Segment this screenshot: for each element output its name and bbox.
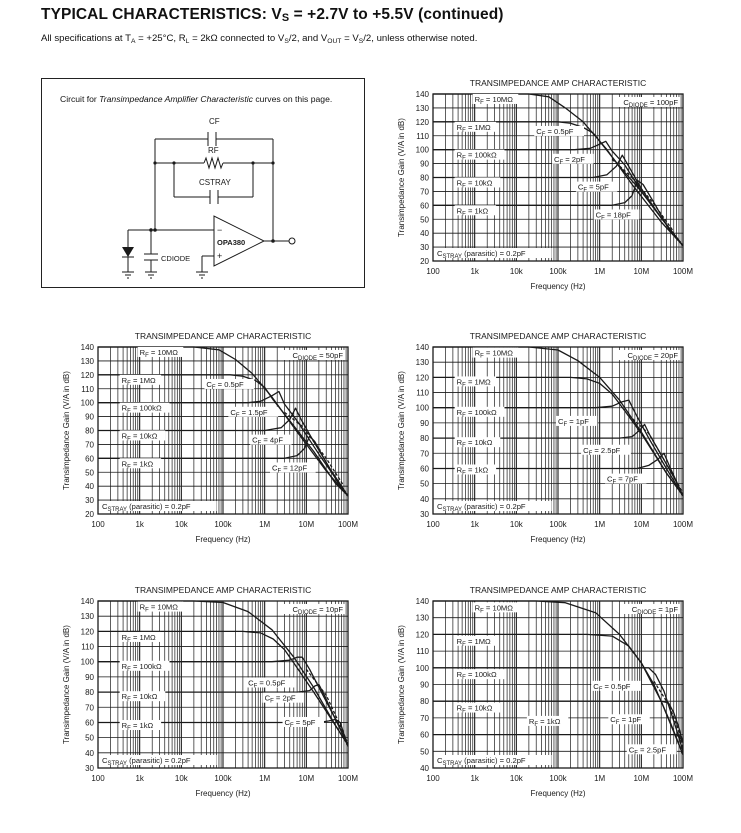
y-tick-label: 110 [81, 384, 94, 394]
x-tick-label: 1k [470, 520, 479, 529]
annotation-label: $C_F = 12pF$ [272, 463, 308, 475]
circuit-schematic [42, 79, 364, 287]
y-tick-label: 130 [80, 356, 94, 366]
y-tick-label: 120 [415, 373, 429, 383]
x-tick-label: 100k [214, 520, 232, 529]
y-tick-label: 20 [85, 510, 94, 519]
y-tick-label: 140 [415, 90, 429, 99]
y-axis-title: Transimpedance Gain (V/A in dB) [62, 625, 71, 744]
x-tick-label: 10M [298, 774, 315, 783]
x-tick-label: 1k [135, 520, 144, 529]
y-tick-label: 100 [415, 663, 429, 673]
x-tick-label: 100 [426, 267, 440, 276]
stray-label: $C_{STRAY}$ (parasitic) = 0.2pF [102, 756, 191, 767]
y-tick-label: 30 [420, 510, 429, 519]
chart-title: TRANSIMPEDANCE AMP CHARACTERISTIC [134, 585, 312, 595]
annotation-label: $C_F = 5pF$ [577, 182, 609, 194]
annotation-label: $R_F = 1k\Omega$ [121, 459, 154, 471]
stray-label: $C_{STRAY}$ (parasitic) = 0.2pF [437, 756, 526, 767]
y-axis-title: Transimpedance Gain (V/A in dB) [62, 371, 71, 490]
cdiode-label: CDIODE [161, 254, 191, 263]
x-axis-title: Frequency (Hz) [530, 535, 586, 544]
y-tick-label: 20 [420, 257, 429, 266]
y-tick-label: 140 [80, 343, 94, 352]
y-tick-label: 40 [85, 748, 94, 758]
y-tick-label: 60 [85, 718, 94, 728]
y-axis-title: Transimpedance Gain (V/A in dB) [397, 625, 406, 744]
annotation-label: $R_F = 10k\Omega$ [456, 703, 493, 715]
y-tick-label: 70 [420, 187, 429, 197]
y-tick-label: 140 [80, 597, 94, 606]
annotation-label: $R_F = 10M\Omega$ [474, 348, 513, 360]
x-tick-label: 100M [337, 520, 359, 529]
x-tick-label: 100 [426, 520, 440, 529]
x-tick-label: 100M [672, 520, 694, 529]
annotation-label: $R_F = 100k\Omega$ [456, 150, 497, 162]
y-tick-label: 90 [85, 412, 94, 422]
x-tick-label: 100k [549, 520, 567, 529]
x-tick-label: 1M [259, 774, 271, 783]
stray-label: $C_{STRAY}$ (parasitic) = 0.2pF [102, 502, 191, 513]
annotation-label: $C_F = 4pF$ [252, 435, 284, 447]
annotation-label: $C_F = 0.5pF$ [206, 379, 244, 391]
annotation-label: $C_F = 2.5pF$ [628, 745, 667, 757]
y-tick-label: 40 [420, 229, 429, 239]
y-tick-label: 70 [85, 703, 94, 713]
annotation-label: $C_F = 5pF$ [284, 717, 316, 729]
annotation-label: $R_F = 1M\Omega$ [456, 122, 491, 134]
y-tick-label: 130 [415, 358, 429, 368]
annotation-label: $C_F = 1.5pF$ [230, 407, 268, 419]
annotation-label: $C_F = 18pF$ [595, 210, 631, 222]
annotation-label: $C_F = 2.5pF$ [583, 445, 621, 457]
y-tick-label: 50 [420, 479, 429, 489]
x-tick-label: 100 [91, 774, 105, 783]
annotation-label: $R_F = 100k\Omega$ [121, 661, 162, 673]
annotation-label: $C_F = 2pF$ [264, 693, 296, 705]
annotation-label: $R_F = 100k\Omega$ [456, 670, 497, 682]
annotation-label: $R_F = 10M\Omega$ [139, 347, 178, 359]
annotation-label: $R_F = 100k\Omega$ [121, 403, 162, 415]
y-tick-label: 100 [80, 657, 94, 667]
annotation-label: $R_F = 10k\Omega$ [121, 692, 158, 704]
noise-gain-limit-curve [285, 412, 345, 486]
y-tick-label: 110 [81, 642, 94, 652]
x-axis-title: Frequency (Hz) [530, 282, 586, 291]
y-tick-label: 40 [420, 764, 429, 773]
transimpedance-chart-cdiode-1pf [390, 581, 702, 805]
annotation-label: $R_F = 10M\Omega$ [474, 603, 513, 615]
x-tick-label: 1M [259, 520, 271, 529]
y-tick-label: 80 [420, 697, 429, 707]
annotation-label: $R_F = 1M\Omega$ [121, 375, 156, 387]
x-tick-label: 1M [594, 520, 606, 529]
x-tick-label: 1M [594, 267, 606, 276]
y-tick-label: 130 [415, 613, 429, 623]
transimpedance-chart-cdiode-100pf [390, 74, 702, 298]
y-axis-title: Transimpedance Gain (V/A in dB) [397, 118, 406, 237]
x-tick-label: 10M [633, 267, 650, 276]
y-tick-label: 60 [420, 464, 429, 474]
transimpedance-chart-cdiode-10pf [55, 581, 367, 805]
x-tick-label: 1M [594, 774, 606, 783]
annotation-label: $R_F = 100k\Omega$ [456, 407, 497, 419]
y-tick-label: 130 [415, 103, 429, 113]
x-tick-label: 10k [509, 774, 523, 783]
annotation-label: $R_F = 1k\Omega$ [121, 721, 154, 733]
y-tick-label: 70 [420, 449, 429, 459]
y-tick-label: 30 [420, 243, 429, 253]
annotation-label: $R_F = 10k\Omega$ [456, 178, 493, 190]
y-tick-label: 90 [420, 418, 429, 428]
diode-symbol [122, 247, 134, 257]
rf-label: RF [208, 146, 219, 155]
annotation-label: $R_F = 1k\Omega$ [528, 716, 561, 728]
chart-title: TRANSIMPEDANCE AMP CHARACTERISTIC [469, 585, 647, 595]
y-tick-label: 130 [80, 612, 94, 622]
annotation-label: $C_F = 7pF$ [607, 474, 638, 486]
circuit-diagram-box [41, 78, 365, 288]
annotation-label: $C_F = 1pF$ [558, 416, 589, 428]
page-title: TYPICAL CHARACTERISTICS: $V_S = +2.7V$ to +5.5V (continued) [41, 6, 504, 24]
cdiode-label: $C_{DIODE} = 100pF$ [623, 98, 678, 109]
cstray-label: CSTRAY [199, 178, 231, 187]
x-tick-label: 10M [633, 520, 650, 529]
stray-label: $C_{STRAY}$ (parasitic) = 0.2pF [437, 249, 526, 260]
x-tick-label: 10k [509, 520, 523, 529]
y-tick-label: 50 [420, 747, 429, 757]
opamp-label: OPA380 [217, 238, 246, 247]
y-tick-label: 60 [85, 454, 94, 464]
y-tick-label: 110 [416, 131, 429, 141]
y-tick-label: 30 [85, 764, 94, 773]
y-tick-label: 30 [85, 496, 94, 506]
cf-label: CF [209, 117, 220, 126]
annotation-label: $C_F = 1pF$ [610, 715, 642, 727]
y-tick-label: 120 [80, 370, 94, 380]
y-tick-label: 70 [420, 713, 429, 723]
y-tick-label: 80 [85, 688, 94, 698]
x-tick-label: 10k [174, 774, 188, 783]
annotation-label: $R_F = 1M\Omega$ [456, 636, 491, 648]
annotation-label: $R_F = 10M\Omega$ [474, 94, 513, 106]
y-tick-label: 90 [420, 680, 429, 690]
y-tick-label: 90 [420, 159, 429, 169]
x-tick-label: 100k [549, 267, 567, 276]
x-axis-title: Frequency (Hz) [195, 535, 251, 544]
annotation-label: $C_F = 0.5pF$ [536, 126, 574, 138]
y-tick-label: 50 [420, 215, 429, 225]
y-tick-label: 60 [420, 730, 429, 740]
minus-sign: − [217, 225, 223, 235]
y-tick-label: 80 [85, 426, 94, 436]
y-tick-label: 80 [420, 434, 429, 444]
x-tick-label: 100M [337, 774, 359, 783]
y-tick-label: 70 [85, 440, 94, 450]
y-tick-label: 90 [85, 672, 94, 682]
x-tick-label: 1k [470, 774, 479, 783]
x-tick-label: 100M [672, 267, 694, 276]
stray-label: $C_{STRAY}$ (parasitic) = 0.2pF [437, 502, 526, 513]
annotation-label: $C_F = 0.5pF$ [248, 678, 286, 690]
x-tick-label: 10k [509, 267, 523, 276]
x-tick-label: 100k [214, 774, 232, 783]
cdiode-label: $C_{DIODE} = 50pF$ [292, 351, 343, 362]
annotation-label: $R_F = 10M\Omega$ [139, 602, 178, 614]
y-tick-label: 100 [415, 145, 429, 155]
x-tick-label: 100M [672, 774, 694, 783]
annotation-label: $R_F = 10k\Omega$ [456, 438, 493, 450]
annotation-label: $R_F = 10k\Omega$ [121, 431, 158, 443]
x-tick-label: 10M [298, 520, 315, 529]
x-tick-label: 1k [470, 267, 479, 276]
circuit-caption: Circuit for Transimpedance Amplifier Characteristic curves on this page. [60, 94, 333, 104]
chart-title: TRANSIMPEDANCE AMP CHARACTERISTIC [469, 331, 647, 341]
y-tick-label: 100 [415, 403, 429, 413]
y-tick-label: 120 [415, 630, 429, 640]
y-tick-label: 120 [415, 117, 429, 127]
transimpedance-chart-cdiode-20pf [390, 327, 702, 551]
cdiode-label: $C_{DIODE} = 20pF$ [627, 351, 678, 362]
cdiode-label: $C_{DIODE} = 1pF$ [631, 605, 678, 616]
y-axis-title: Transimpedance Gain (V/A in dB) [397, 371, 406, 490]
y-tick-label: 100 [80, 398, 94, 408]
annotation-label: $R_F = 1k\Omega$ [456, 465, 489, 477]
x-tick-label: 10k [174, 520, 188, 529]
y-tick-label: 110 [416, 647, 429, 657]
chart-title: TRANSIMPEDANCE AMP CHARACTERISTIC [134, 331, 312, 341]
annotation-label: $C_F = 0.5pF$ [593, 681, 631, 693]
annotation-label: $C_F = 2pF$ [553, 154, 585, 166]
x-tick-label: 10M [633, 774, 650, 783]
annotation-label: $R_F = 1M\Omega$ [121, 632, 156, 644]
x-tick-label: 100 [91, 520, 105, 529]
plus-sign: + [217, 251, 223, 261]
y-tick-label: 110 [416, 388, 429, 398]
y-tick-label: 60 [420, 201, 429, 211]
x-tick-label: 100k [549, 774, 567, 783]
y-tick-label: 50 [85, 468, 94, 478]
x-axis-title: Frequency (Hz) [530, 789, 586, 798]
annotation-label: $R_F = 1k\Omega$ [456, 206, 489, 218]
y-tick-label: 140 [415, 343, 429, 352]
y-tick-label: 40 [420, 494, 429, 504]
chart-title: TRANSIMPEDANCE AMP CHARACTERISTIC [469, 78, 647, 88]
y-tick-label: 50 [85, 733, 94, 743]
y-tick-label: 80 [420, 173, 429, 183]
y-tick-label: 40 [85, 482, 94, 492]
y-tick-label: 120 [80, 627, 94, 637]
x-tick-label: 1k [135, 774, 144, 783]
x-tick-label: 100 [426, 774, 440, 783]
annotation-label: $R_F = 1M\Omega$ [456, 377, 491, 389]
x-axis-title: Frequency (Hz) [195, 789, 251, 798]
cdiode-label: $C_{DIODE} = 10pF$ [292, 605, 343, 616]
transimpedance-chart-cdiode-50pf [55, 327, 367, 551]
y-tick-label: 140 [415, 597, 429, 606]
spec-conditions: All specifications at $T_A = +25^\circ C$, $R_L = 2k\Omega$ connected to $V_S/2$, and $V_{OUT} = V_S/2$, unless otherwise noted. [41, 33, 478, 45]
